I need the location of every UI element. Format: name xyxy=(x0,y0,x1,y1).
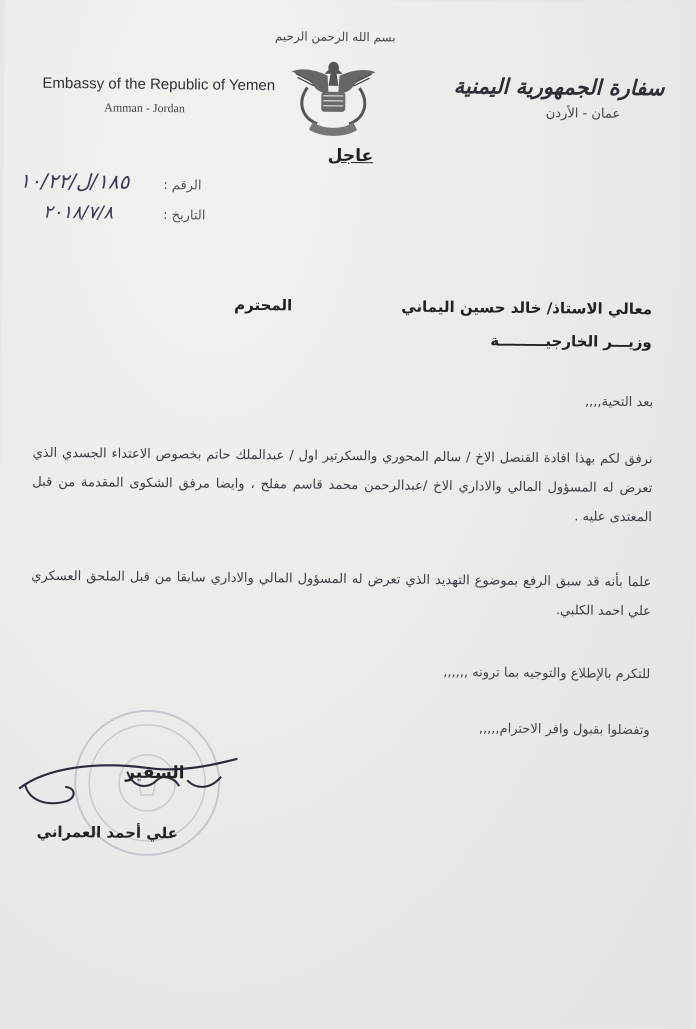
greeting: بعد التحية,,,, xyxy=(584,394,654,411)
embassy-name-arabic: سفارة الجمهورية اليمنية xyxy=(453,73,665,101)
addressee-title: وزيـــر الخارجيـــــــــة xyxy=(490,331,652,352)
reference-number-value: ١٨٥/ل/١٠/٢٢ xyxy=(19,168,130,194)
ambassador-title: السفير xyxy=(125,762,185,784)
addressee-honorific: المحترم xyxy=(234,295,293,315)
reference-number-label: الرقم : xyxy=(163,178,202,194)
urgent-label: عاجل xyxy=(327,145,374,167)
body-paragraph-1: نرفق لكم بهذا افادة القنصل الاخ / سالم المحوري والسكرتير اول / عبدالملك حاتم بخصوص الاعتداء الجسدي الذي تعرض له المسؤول المالي والاداري الاخ /عبدالرحمن محمد قاسم مفلح ، وايضا مرفق الشكوى المقدمة من قبل المعتدى عليه . xyxy=(32,445,653,526)
embassy-location-arabic: عمان - الأردن xyxy=(545,106,621,122)
ambassador-name: علي أحمد العمراني xyxy=(36,822,178,843)
date-label: التاريخ : xyxy=(163,208,206,224)
yemen-eagle-emblem-icon xyxy=(287,51,380,142)
embassy-location-english: Amman - Jordan xyxy=(104,100,185,116)
basmala: بسم الله الرحمن الرحيم xyxy=(274,29,396,45)
closing-regards: وتفضلوا بقبول وافر الاحترام,,,,, xyxy=(478,721,650,739)
date-value: ٢٠١٨/٧/٨ xyxy=(43,201,114,224)
body-paragraph-2: علما بأنه قد سبق الرفع بموضوع التهديد الذي تعرض له المسؤول المالي والاداري سابقا من قبل الملحق العسكري علي احمد الكلبي. xyxy=(31,568,652,620)
addressee-name: معالي الاستاذ/ خالد حسين اليماني xyxy=(401,297,653,319)
embassy-name-english: Embassy of the Republic of Yemen xyxy=(42,74,276,95)
closing-request: للتكرم بالإطلاع والتوجيه بما ترونه ,,,,,, xyxy=(443,665,651,683)
